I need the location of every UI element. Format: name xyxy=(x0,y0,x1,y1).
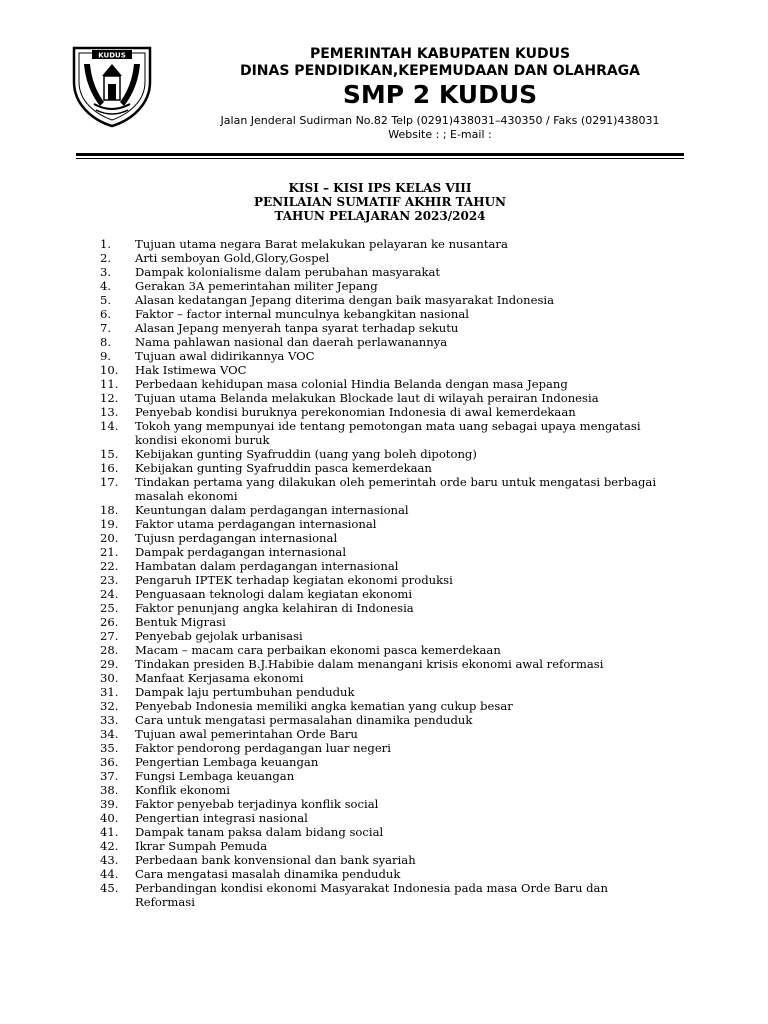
list-item xyxy=(100,867,660,881)
list-item-text: Penyebab kondisi buruknya perekonomian Indonesia di awal kemerdekaan xyxy=(135,405,576,419)
list-item xyxy=(100,419,660,447)
list-item-text: Perbedaan kehidupan masa colonial Hindia Belanda dengan masa Jepang xyxy=(135,377,568,391)
list-item xyxy=(100,727,660,741)
list-item-text: Pengaruh IPTEK terhadap kegiatan ekonomi produksi xyxy=(135,573,453,587)
list-item-text: Konflik ekonomi xyxy=(135,783,230,797)
list-item-number: 41. xyxy=(100,825,119,839)
list-item xyxy=(100,671,660,685)
list-item-number: 28. xyxy=(100,643,119,657)
list-item-number: 17. xyxy=(100,475,119,489)
list-item-number: 6. xyxy=(100,307,112,321)
list-item-number: 3. xyxy=(100,265,112,279)
list-item-text: Tujuan utama Belanda melakukan Blockade laut di wilayah perairan Indonesia xyxy=(135,391,599,405)
list-item-text: Dampak laju pertumbuhan penduduk xyxy=(135,685,355,699)
list-item-text: Faktor pendorong perdagangan luar negeri xyxy=(135,741,391,755)
list-item-number: 4. xyxy=(100,279,112,293)
list-item-text: Alasan kedatangan Jepang diterima dengan baik masyarakat Indonesia xyxy=(135,293,555,307)
list-item xyxy=(100,839,660,853)
list-item xyxy=(100,475,660,503)
kudus-coat-of-arms-logo xyxy=(70,42,154,128)
list-item-number: 11. xyxy=(100,377,119,391)
list-item-text: Tindakan pertama yang dilakukan oleh pemerintah orde baru untuk mengatasi berbagai masalah ekonomi xyxy=(135,475,657,503)
list-item-text: Dampak kolonialisme dalam perubahan masyarakat xyxy=(135,265,441,279)
department-name: DINAS PENDIDIKAN,KEPEMUDAAN DAN OLAHRAGA xyxy=(239,63,641,79)
list-item xyxy=(100,559,660,573)
list-item-text: Dampak tanam paksa dalam bidang social xyxy=(135,825,384,839)
list-item-number: 20. xyxy=(100,531,119,545)
list-item-number: 34. xyxy=(100,727,119,741)
list-item-text: Hambatan dalam perdagangan internasional xyxy=(135,559,399,573)
list-item-text: Gerakan 3A pemerintahan militer Jepang xyxy=(135,279,378,293)
list-item-text: Cara untuk mengatasi permasalahan dinamika penduduk xyxy=(135,713,473,727)
list-item xyxy=(100,503,660,517)
list-item xyxy=(100,335,660,349)
list-item xyxy=(100,573,660,587)
letterhead xyxy=(160,46,720,142)
list-item xyxy=(100,629,660,643)
school-address: Jalan Jenderal Sudirman No.82 Telp (0291)438031–430350 / Faks (0291)438031 xyxy=(220,114,660,127)
list-item-number: 7. xyxy=(100,321,112,335)
list-item xyxy=(100,881,660,909)
list-item-text: Tujuan awal pemerintahan Orde Baru xyxy=(135,727,358,741)
list-item xyxy=(100,251,660,265)
list-item xyxy=(100,741,660,755)
list-item-number: 35. xyxy=(100,741,119,755)
list-item-text: Penguasaan teknologi dalam kegiatan ekonomi xyxy=(135,587,413,601)
list-item xyxy=(100,265,660,279)
list-item xyxy=(100,797,660,811)
list-item xyxy=(100,363,660,377)
list-item xyxy=(100,307,660,321)
list-item-number: 39. xyxy=(100,797,119,811)
list-item-number: 45. xyxy=(100,881,119,895)
list-item-number: 40. xyxy=(100,811,119,825)
list-item-number: 8. xyxy=(100,335,112,349)
list-item xyxy=(100,657,660,671)
list-item-number: 12. xyxy=(100,391,119,405)
list-item-text: Penyebab gejolak urbanisasi xyxy=(135,629,303,643)
letterhead-divider-thin xyxy=(76,158,684,159)
list-item-text: Alasan Jepang menyerah tanpa syarat terhadap sekutu xyxy=(135,321,459,335)
list-item-number: 26. xyxy=(100,615,119,629)
list-item xyxy=(100,279,660,293)
list-item xyxy=(100,293,660,307)
list-item-text: Tujusn perdagangan internasional xyxy=(135,531,338,545)
list-item xyxy=(100,517,660,531)
list-item-text: Ikrar Sumpah Pemuda xyxy=(135,839,268,853)
list-item-number: 29. xyxy=(100,657,119,671)
list-item-number: 10. xyxy=(100,363,119,377)
list-item-text: Tujuan awal didirikannya VOC xyxy=(135,349,315,363)
list-item-number: 22. xyxy=(100,559,119,573)
list-item xyxy=(100,545,660,559)
list-item-number: 37. xyxy=(100,769,119,783)
logo-text: KUDUS xyxy=(98,51,126,60)
list-item-text: Keuntungan dalam perdagangan internasional xyxy=(135,503,409,517)
list-item-number: 24. xyxy=(100,587,119,601)
list-item xyxy=(100,825,660,839)
list-item-number: 30. xyxy=(100,671,119,685)
list-item-number: 43. xyxy=(100,853,119,867)
list-item xyxy=(100,391,660,405)
list-item-number: 27. xyxy=(100,629,119,643)
list-item-text: Macam – macam cara perbaikan ekonomi pasca kemerdekaan xyxy=(135,643,501,657)
list-item-text: Kebijakan gunting Syafruddin pasca kemerdekaan xyxy=(135,461,432,475)
list-item-text: Kebijakan gunting Syafruddin (uang yang boleh dipotong) xyxy=(135,447,477,461)
list-item-number: 42. xyxy=(100,839,119,853)
list-item-text: Hak Istimewa VOC xyxy=(135,363,247,377)
list-item-text: Dampak perdagangan internasional xyxy=(135,545,347,559)
list-item-text: Arti semboyan Gold,Glory,Gospel xyxy=(135,251,330,265)
list-item xyxy=(100,321,660,335)
list-item xyxy=(100,615,660,629)
list-item-text: Perbedaan bank konvensional dan bank syariah xyxy=(135,853,416,867)
list-item-number: 16. xyxy=(100,461,119,475)
list-item-text: Cara mengatasi masalah dinamika penduduk xyxy=(135,867,401,881)
list-item-number: 33. xyxy=(100,713,119,727)
school-name: SMP 2 KUDUS xyxy=(342,80,538,109)
list-item-text: Fungsi Lembaga keuangan xyxy=(135,769,295,783)
list-item-number: 2. xyxy=(100,251,112,265)
list-item xyxy=(100,769,660,783)
list-item xyxy=(100,685,660,699)
list-item-text: Faktor penunjang angka kelahiran di Indonesia xyxy=(135,601,414,615)
list-item-number: 23. xyxy=(100,573,119,587)
list-item xyxy=(100,237,660,251)
title-line-3: TAHUN PELAJARAN 2023/2024 xyxy=(274,209,486,223)
list-item-number: 32. xyxy=(100,699,119,713)
list-item-text: Perbandingan kondisi ekonomi Masyarakat Indonesia pada masa Orde Baru dan Reformasi xyxy=(135,881,608,909)
list-item-number: 25. xyxy=(100,601,119,615)
list-item-number: 14. xyxy=(100,419,119,433)
list-item-text: Tujuan utama negara Barat melakukan pelayaran ke nusantara xyxy=(135,237,508,251)
school-contact: Website : ; E-mail : xyxy=(388,128,492,141)
list-item-number: 36. xyxy=(100,755,119,769)
list-item xyxy=(100,755,660,769)
list-item xyxy=(100,853,660,867)
list-item xyxy=(100,713,660,727)
list-item xyxy=(100,447,660,461)
list-item-number: 19. xyxy=(100,517,119,531)
list-item-number: 31. xyxy=(100,685,119,699)
list-item-text: Faktor penyebab terjadinya konflik social xyxy=(135,797,379,811)
list-item-text: Pengertian Lembaga keuangan xyxy=(135,755,319,769)
list-item xyxy=(100,587,660,601)
list-item-text: Faktor utama perdagangan internasional xyxy=(135,517,377,531)
list-item-number: 44. xyxy=(100,867,119,881)
list-item-text: Tindakan presiden B.J.Habibie dalam menangani krisis ekonomi awal reformasi xyxy=(135,657,604,671)
list-item-text: Bentuk Migrasi xyxy=(135,615,226,629)
list-item-number: 1. xyxy=(100,237,112,251)
title-line-2: PENILAIAN SUMATIF AKHIR TAHUN xyxy=(253,195,507,209)
list-item-text: Manfaat Kerjasama ekonomi xyxy=(135,671,304,685)
list-item-number: 38. xyxy=(100,783,119,797)
list-item-number: 18. xyxy=(100,503,119,517)
list-item-text: Tokoh yang mempunyai ide tentang pemotongan mata uang sebagai upaya mengatasi kondisi ekonomi buruk xyxy=(135,419,641,447)
list-item-number: 9. xyxy=(100,349,112,363)
list-item xyxy=(100,601,660,615)
list-item xyxy=(100,699,660,713)
document-title xyxy=(100,181,660,223)
list-item-text: Nama pahlawan nasional dan daerah perlawanannya xyxy=(135,335,448,349)
list-item xyxy=(100,461,660,475)
list-item-text: Faktor – factor internal munculnya kebangkitan nasional xyxy=(135,307,469,321)
list-item-text: Pengertian integrasi nasional xyxy=(135,811,308,825)
list-item-number: 15. xyxy=(100,447,119,461)
list-item-number: 5. xyxy=(100,293,112,307)
list-item xyxy=(100,811,660,825)
question-topic-list xyxy=(100,237,660,909)
letterhead-divider-thick xyxy=(76,153,684,156)
list-item xyxy=(100,377,660,391)
list-item xyxy=(100,783,660,797)
list-item-text: Penyebab Indonesia memiliki angka kematian yang cukup besar xyxy=(135,699,513,713)
list-item xyxy=(100,405,660,419)
list-item-number: 21. xyxy=(100,545,119,559)
list-item xyxy=(100,349,660,363)
list-item xyxy=(100,531,660,545)
list-item-number: 13. xyxy=(100,405,119,419)
title-line-1: KISI – KISI IPS KELAS VIII xyxy=(288,181,472,195)
government-name: PEMERINTAH KABUPATEN KUDUS xyxy=(309,46,571,62)
list-item xyxy=(100,643,660,657)
